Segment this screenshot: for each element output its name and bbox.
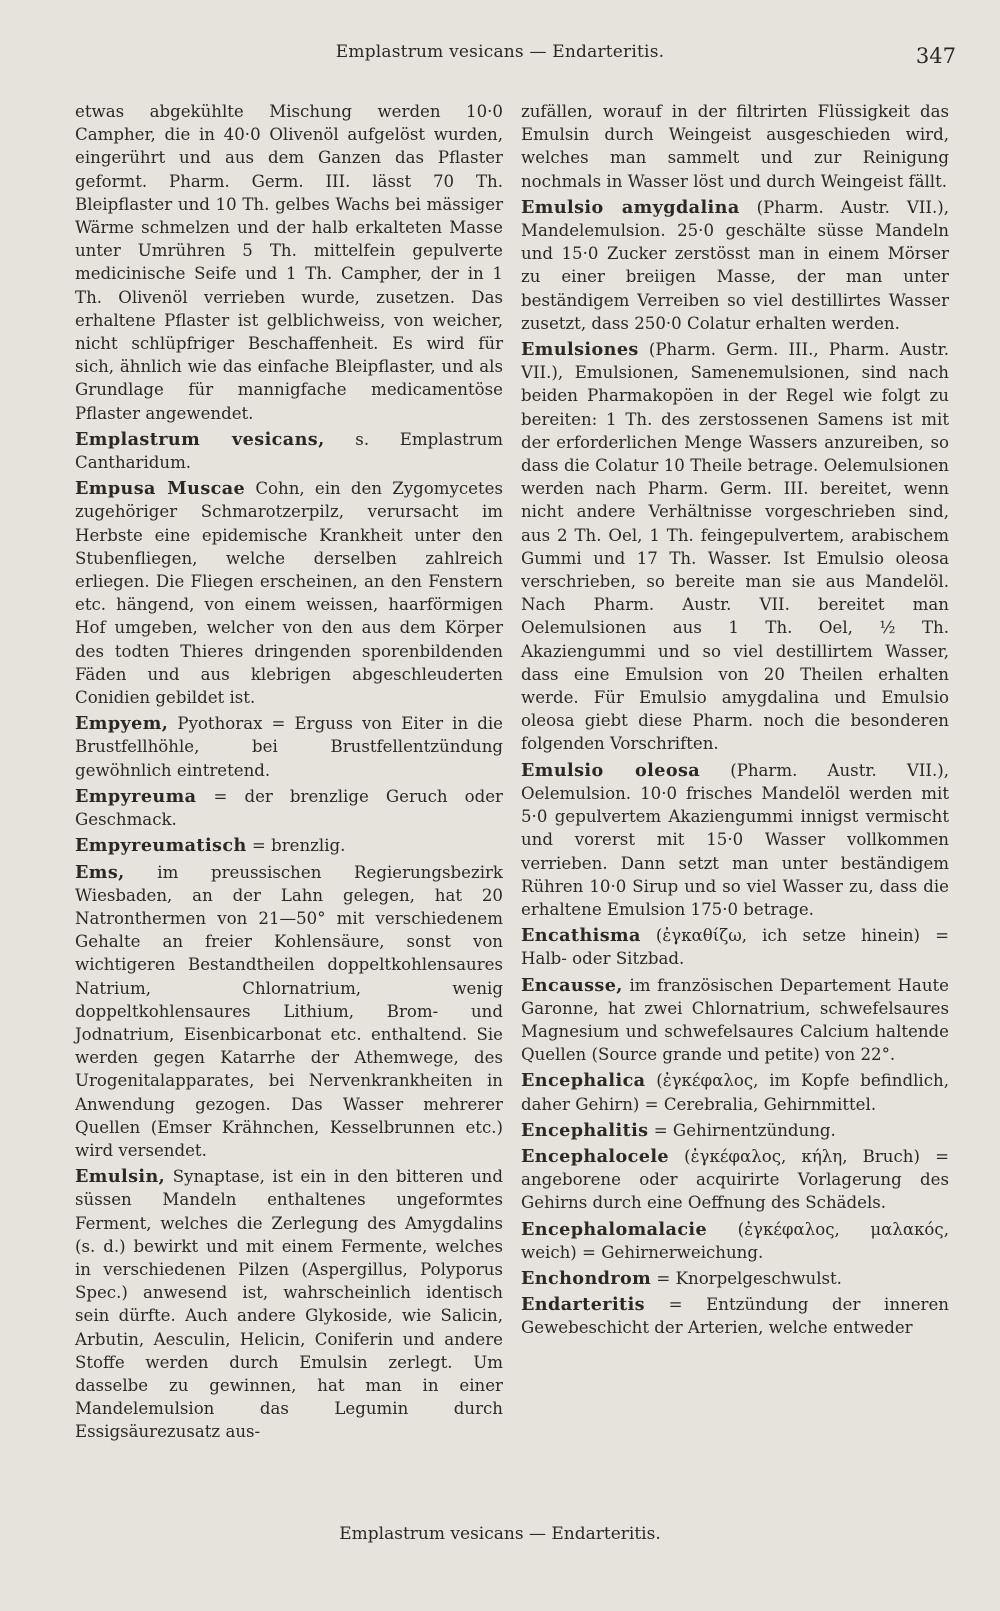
- entry-text: Synaptase, ist ein in den bitteren und süssen Mandeln enthaltenes ungeformtes Ferment, welches die Zerlegung des Amygdalins (s. d.) bewirkt und mit einem Fermente, welches in verschiedenen Pilzen (Aspergillus, Polyporus Spec.) anwesend ist, wahrscheinlich identisch sein dürfte. Auch andere Glykoside, wie Salicin, Arbutin, Aesculin, Helicin, Coniferin und andere Stoffe werden durch Emulsin zerlegt. Um dasselbe zu gewinnen, hat man in einer Mandelemulsion das Legumin durch Essigsäurezusatz aus-: [75, 1167, 503, 1442]
- entry: [75, 785, 503, 831]
- entry-lemma: Emplastrum vesicans,: [75, 428, 325, 450]
- entry-lemma: Empyem,: [75, 713, 169, 735]
- entry-text: = der brenzlige Geruch oder Geschmack.: [75, 786, 503, 830]
- entry-text: Pyothorax = Erguss von Eiter in die Brustfellhöhle, bei Brustfellentzündung gewöhnlich eintretend.: [75, 714, 503, 780]
- entry: [521, 974, 949, 1067]
- entry-text: etwas abgekühlte Mischung werden 10·0 Campher, die in 40·0 Olivenöl aufgelöst wurden, eingerührt und aus dem Ganzen das Pflaster geformt. Pharm. Germ. III. lässt 70 Th. Bleipflaster und 10 Th. gelbes Wachs bei mässiger Wärme schmelzen und der halb erkalteten Masse unter Umrühren 5 Th. mittelfein gepulverte medicinische Seife und 1 Th. Campher, der in 1 Th. Olivenöl verrieben wurde, zusetzen. Das erhaltene Pflaster ist gelblichweiss, von weicher, nicht schlüpfriger Beschaffenheit. Es wird für sich, ähnlich wie das einfache Bleipflaster, und als Grundlage für mannigfache medicamentöse Pflaster angewendet.: [75, 102, 503, 423]
- entry-text: (ἐγκέφαλος, κήλη, Bruch) = angeborene oder acquirirte Vorlagerung des Gehirns durch eine Oeffnung des Schädels.: [521, 1146, 949, 1213]
- right-column: [521, 100, 949, 1343]
- entry-lemma: Encausse,: [521, 974, 623, 996]
- entry: [521, 338, 949, 756]
- entry-text: = Entzündung der inneren Gewebeschicht der Arterien, welche entweder: [521, 1295, 949, 1338]
- entry-lemma: Emulsin,: [75, 1166, 166, 1188]
- entry: [75, 477, 503, 709]
- entry: [521, 1267, 949, 1290]
- entry-lemma: Emulsiones: [521, 339, 639, 361]
- entry-text: (Pharm. Austr. VII.), Mandelemulsion. 25·0 geschälte süsse Mandeln und 15·0 Zucker zerstösst man in einem Mörser zu einer breiigen Masse, der man unter beständigem Verreiben so viel destillirtes Wasser zusetzt, dass 250·0 Colatur erhalten werden.: [521, 197, 950, 333]
- entry-text: Cohn, ein den Zygomycetes zugehöriger Schmarotzerpilz, verursacht im Herbste eine epidemische Krankheit unter den Stubenfliegen, welche derselben zahlreich erliegen. Die Fliegen erscheinen, an den Fenstern etc. hängend, von einem weissen, haarförmigen Hof umgeben, welcher von den aus dem Körper des todten Thieres dringenden sporenbildenden Fäden und aus klebrigen abgeschleuderten Conidien gebildet ist.: [75, 479, 503, 708]
- entry-lemma: Enchondrom: [521, 1267, 652, 1289]
- entry: [75, 100, 503, 425]
- entry: [521, 1218, 949, 1264]
- entry-lemma: Emulsio oleosa: [521, 759, 701, 781]
- entry: [75, 712, 503, 782]
- entry: [521, 1293, 949, 1339]
- entry-text: (ἐγκέφαλος, μαλακός, weich) = Gehirnerweichung.: [521, 1219, 949, 1262]
- entry-lemma: Ems,: [75, 861, 125, 883]
- entry-lemma: Endarteritis: [521, 1294, 645, 1316]
- left-column: [75, 100, 503, 1447]
- entry-lemma: Emulsio amygdalina: [521, 196, 740, 218]
- running-head: Emplastrum vesicans — Endarteritis.: [335, 42, 665, 62]
- entry-text: (ἐγκέφαλος, im Kopfe befindlich, daher Gehirn) = Cerebralia, Gehirnmittel.: [521, 1071, 949, 1114]
- entry: [521, 759, 949, 921]
- entry-text: zufällen, worauf in der filtrirten Flüssigkeit das Emulsin durch Weingeist ausgeschieden wird, welches man sammelt und zur Reinigung nochmals in Wasser löst und durch Weingeist fällt.: [521, 102, 949, 191]
- entry: [75, 861, 503, 1163]
- entry-lemma: Encephalica: [521, 1070, 646, 1092]
- entry-lemma: Encephalomalacie: [521, 1218, 708, 1240]
- entry-text: im französischen Departement Haute Garonne, hat zwei Chlornatrium, schwefelsaures Magnesium und schwefelsaures Calcium haltende Quellen (Source grande und petite) von 22°.: [521, 975, 949, 1065]
- entry: [75, 834, 503, 857]
- entry: [521, 924, 949, 970]
- entry: [521, 1069, 949, 1115]
- entry-text: (ἐγκαθίζω, ich setze hinein) = Halb- oder Sitzbad.: [521, 926, 949, 969]
- entry-text: im preussischen Regierungsbezirk Wiesbaden, an der Lahn gelegen, hat 20 Natronthermen von 21—50° mit verschiedenem Gehalte an freier Kohlensäure, sonst von wichtigeren Bestandtheilen doppeltkohlensaures Natrium, Chlornatrium, wenig doppeltkohlensaures Lithium, Brom- und Jodnatrium, Eisenbicarbonat etc. enthaltend. Sie werden gegen Katarrhe der Athemwege, des Urogenitalapparates, bei Nervenkrankheiten in Anwendung gezogen. Das Wasser mehrerer Quellen (Emser Krähnchen, Kesselbrunnen etc.) wird versendet.: [75, 862, 503, 1160]
- footer-running-title: Emplastrum vesicans — Endarteritis.: [339, 1524, 661, 1544]
- entry-lemma: Encathisma: [521, 925, 641, 947]
- entry: [521, 1145, 949, 1215]
- entry-text: (Pharm. Austr. VII.), Oelemulsion. 10·0 frisches Mandelöl werden mit 5·0 gepulvertem Akaziengummi innigst vermischt und vorerst mit 15·0 Wasser vollkommen verrieben. Dann setzt man unter beständigem Rühren 10·0 Sirup und so viel Wasser zu, dass die erhaltene Emulsion 175·0 betrage.: [521, 760, 950, 919]
- entry-lemma: Empyreumatisch: [75, 835, 247, 857]
- entry: [75, 428, 503, 474]
- entry-lemma: Encephalocele: [521, 1145, 670, 1167]
- entry-text: = Gehirnentzündung.: [648, 1120, 836, 1140]
- entry: [521, 196, 949, 335]
- entry-text: = Knorpelgeschwulst.: [651, 1268, 842, 1288]
- entry: [521, 100, 949, 193]
- entry-lemma: Encephalitis: [521, 1119, 649, 1141]
- entry-lemma: Empusa Muscae: [75, 478, 246, 500]
- page-number: 347: [915, 44, 956, 68]
- entry: [75, 1165, 503, 1443]
- entry-text: (Pharm. Germ. III., Pharm. Austr. VII.), Emulsionen, Samenemulsionen, sind nach beiden Pharmakopöen in der Regel wie folgt zu bereiten: 1 Th. des zerstossenen Samens ist mit der erforderlichen Menge Wassers anzureiben, so dass die Colatur 10 Theile betrage. Oelemulsionen werden nach Pharm. Germ. III. bereitet, wenn nicht andere Verhältnisse vorgeschrieben sind, aus 2 Th. Oel, 1 Th. feingepulvertem, arabischem Gummi und 17 Th. Wasser. Ist Emulsio oleosa verschrieben, so bereite man sie aus Mandelöl. Nach Pharm. Austr. VII. bereitet man Oelemulsionen aus 1 Th. Oel, ½ Th. Akaziengummi und so viel destillirtem Wasser, dass eine Emulsion von 20 Theilen erhalten werde. Für Emulsio amygdalina und Emulsio oleosa giebt diese Pharm. noch die besonderen folgenden Vorschriften.: [521, 340, 949, 754]
- entry: [521, 1119, 949, 1142]
- entry-lemma: Empyreuma: [75, 785, 197, 807]
- entry-text: = brenzlig.: [246, 836, 346, 856]
- entry-text: s. Emplastrum Cantharidum.: [75, 429, 503, 473]
